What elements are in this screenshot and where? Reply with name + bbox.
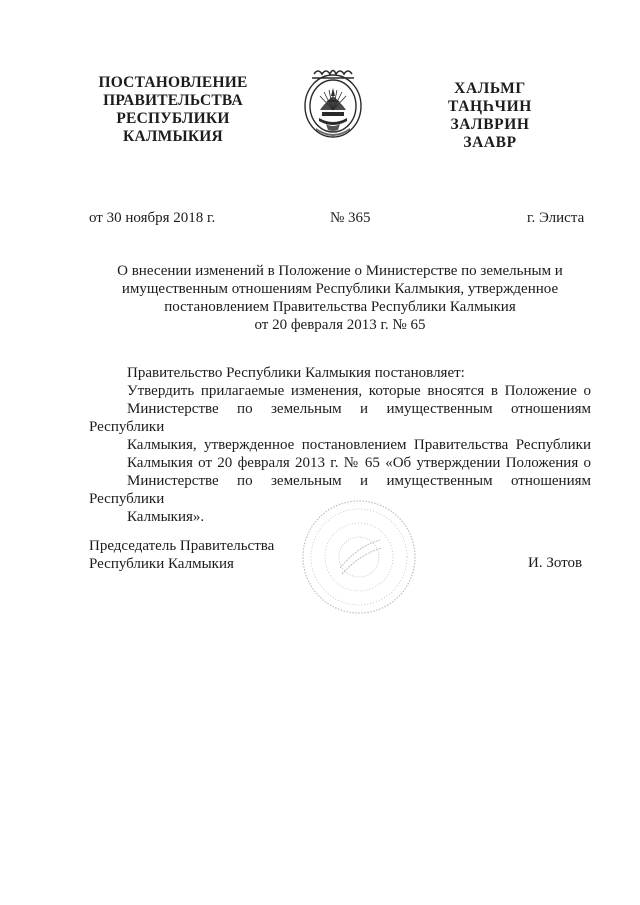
body-line: Утвердить прилагаемые изменения, которые вносятся в Положение о bbox=[127, 383, 591, 399]
official-seal-stamp-icon bbox=[300, 498, 418, 616]
header-right-line: ТАҢҺЧИН bbox=[448, 98, 532, 115]
header-left-line: ПОСТАНОВЛЕНИЕ bbox=[98, 74, 248, 91]
body-line: Калмыкия, утвержденное постановлением Правительства Республики bbox=[127, 437, 591, 453]
signatory-position bbox=[89, 537, 274, 573]
header-left-line: РЕСПУБЛИКИ bbox=[116, 110, 230, 127]
header-right-title bbox=[430, 80, 550, 152]
document-title bbox=[100, 262, 580, 334]
title-line: от 20 февраля 2013 г. № 65 bbox=[254, 317, 426, 333]
header-left-line: КАЛМЫКИЯ bbox=[123, 128, 223, 145]
title-line: О внесении изменений в Положение о Министерстве по земельным и bbox=[117, 263, 563, 279]
title-line: имущественным отношениям Республики Калмыкия, утвержденное bbox=[121, 281, 559, 297]
signatory-name: И. Зотов bbox=[528, 555, 583, 571]
republic-of-kalmykia-emblem-icon bbox=[300, 66, 366, 142]
body-line: Министерстве по земельным и имущественным отношениям Республики bbox=[89, 401, 591, 435]
signatory-position-line: Республики Калмыкия bbox=[89, 556, 234, 572]
document-number: № 365 bbox=[330, 210, 371, 226]
header-right-line: ЗААВР bbox=[463, 134, 517, 151]
body-line: Министерстве по земельным и имущественным отношениям Республики bbox=[89, 473, 591, 507]
header-right-line: ЗАЛВРИН bbox=[450, 116, 530, 133]
body-line: Калмыкия от 20 февраля 2013 г. № 65 «Об утверждении Положения о bbox=[127, 455, 591, 471]
document-date: от 30 ноября 2018 г. bbox=[89, 210, 216, 226]
signatory-position-line: Председатель Правительства bbox=[89, 538, 275, 554]
document-city: г. Элиста bbox=[527, 210, 585, 226]
header-right-line: ХАЛЬМГ bbox=[454, 80, 526, 97]
header-left-line: ПРАВИТЕЛЬСТВА bbox=[103, 92, 243, 109]
body-intro: Правительство Республики Калмыкия постановляет: bbox=[127, 365, 465, 381]
header-left-title bbox=[88, 74, 258, 146]
body-line: Калмыкия». bbox=[127, 509, 205, 525]
title-line: постановлением Правительства Республики Калмыкия bbox=[164, 299, 516, 315]
